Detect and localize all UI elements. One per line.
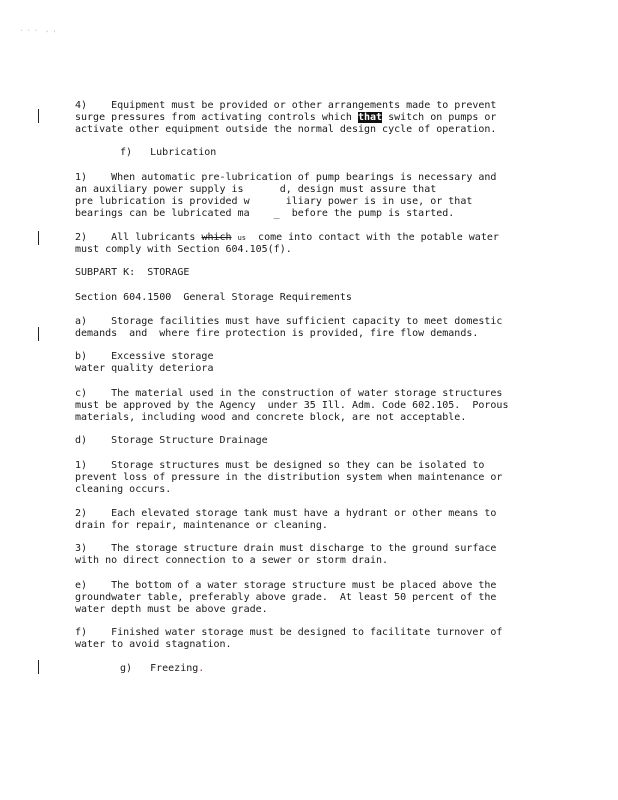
paragraph-line: 4) Equipment must be provided or other arrangements made to prevent: [75, 100, 497, 111]
paragraph-line: water quality deteriora: [75, 363, 214, 374]
paragraph-line: activate other equipment outside the normal design cycle of operation.: [75, 124, 497, 135]
inserted-word: us: [237, 234, 247, 242]
paragraph-line: must be approved by the Agency under 35 Ill. Adm. Code 602.105. Porous: [75, 400, 509, 411]
red-mark: .: [198, 663, 205, 674]
revision-bar: [38, 327, 39, 341]
paragraph-line: an auxiliary power supply is d, design must assure that: [75, 184, 437, 195]
paragraph-line: groundwater table, preferably above grade. At least 50 percent of the: [75, 592, 497, 603]
paragraph-line: 1) Storage structures must be designed so they can be isolated to: [75, 460, 485, 471]
paragraph-line: f) Finished water storage must be designed to facilitate turnover of: [75, 627, 503, 638]
revision-bar: [38, 109, 39, 123]
paragraph-line: materials, including wood and concrete block, are not acceptable.: [75, 412, 467, 423]
paragraph-line: water to avoid stagnation.: [75, 639, 232, 650]
paragraph-line: b) Excessive storage: [75, 351, 214, 362]
struck-word: which: [201, 232, 232, 243]
highlighted-word: that: [357, 112, 383, 123]
revision-bar: [38, 231, 39, 245]
paragraph-line: drain for repair, maintenance or cleaning.: [75, 520, 328, 531]
paragraph-line: 3) The storage structure drain must discharge to the ground surface: [75, 543, 497, 554]
paragraph-line: 2) All lubricants which us come into contact with the potable water: [75, 232, 499, 243]
subpart-heading: SUBPART K: STORAGE: [75, 267, 190, 278]
subsection-heading: d) Storage Structure Drainage: [75, 435, 268, 446]
paragraph-line: e) The bottom of a water storage structure must be placed above the: [75, 580, 497, 591]
subsection-heading: f) Lubrication: [120, 147, 217, 158]
paragraph-line: demands and where fire protection is provided, fire flow demands.: [75, 328, 479, 339]
paragraph-line: 2) Each elevated storage tank must have a hydrant or other means to: [75, 508, 497, 519]
paragraph-line: cleaning occurs.: [75, 484, 172, 495]
paragraph-line: a) Storage facilities must have sufficient capacity to meet domestic: [75, 316, 503, 327]
paragraph-line: c) The material used in the construction of water storage structures: [75, 388, 503, 399]
subsection-heading: g) Freezing.: [120, 663, 205, 674]
paragraph-line: pre lubrication is provided w iliary power is in use, or that: [75, 196, 473, 207]
paragraph-line: must comply with Section 604.105(f).: [75, 244, 292, 255]
paragraph-line: 1) When automatic pre-lubrication of pump bearings is necessary and: [75, 172, 497, 183]
section-heading: Section 604.1500 General Storage Requirements: [75, 292, 352, 303]
paragraph-line: surge pressures from activating controls which that switch on pumps or: [75, 112, 497, 123]
paragraph-line: bearings can be lubricated ma _ before the pump is started.: [75, 208, 455, 219]
paragraph-line: prevent loss of pressure in the distribution system when maintenance or: [75, 472, 503, 483]
paragraph-line: water depth must be above grade.: [75, 604, 268, 615]
revision-bar: [38, 660, 39, 674]
paragraph-line: with no direct connection to a sewer or storm drain.: [75, 555, 389, 566]
corner-marks: ` ` ` ' ': [20, 30, 57, 37]
